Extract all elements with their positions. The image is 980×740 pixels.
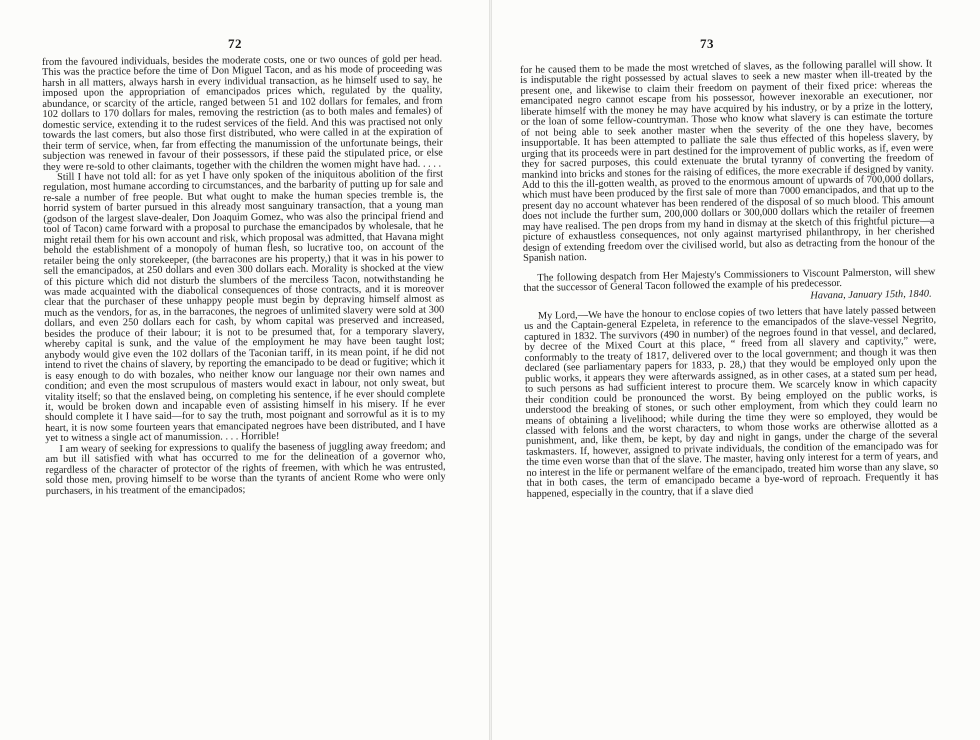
paragraph: from the favoured individuals, besides the moderate costs, one or two ounces of gold per head. This was the practice before the time of Don Miguel Tacon, and as his mode of proceeding was harsh in all matters, always harsh in every individual transaction, as he himself used to say, he imposed upon the appropriation of emancipados prices which, regulated by the quality, abundance, or scarcity of the article, ranged between 51 and 102 dollars for females, and from 102 dollars to 170 dollars for males, removing the restriction (as to both males and females) of domestic service, extending it to the rudest services of the field. And this was practised not only towards the last comers, but also those first distributed, who were called in at the expiration of their term of service, when, far from effecting the manumission of the unfortunate beings, their subjection was renewed in favour of their possessors, if these paid the stipulated price, or else they were re-sold to other claimants, together with the children the women might have had. . . . . <box>41 53 443 173</box>
paragraph: I am weary of seeking for expressions to qualify the baseness of juggling away freedom; and am but ill satisfied with what has occurred to me for the delineation of a governor who, regardless of the character of protector of the rights of freemen, with which he was entrusted, sold those men, proving himself to be worse than the tyrants of ancient Rome who were only purchasers, in his treatment of the emancipados; <box>45 440 446 497</box>
text-column <box>42 55 446 498</box>
paragraph: The following despatch from Her Majesty's Commissioners to Viscount Palmerston, will shew that the successor of General Tacon followed the example of his predecessor. <box>523 266 936 295</box>
text-column <box>520 60 939 501</box>
paragraph: My Lord,—We have the honour to enclose copies of two letters that have lately passed between us and the Captain-general Ezpeleta, in reference to the emancipados of the slave-vessel Negrito, captured in 1832. The survivors (490 in number) of the negroes found in that vessel, and declared, by decree of the Mixed Court at this place, “ freed from all slavery and captivity,” were, conformably to the treaty of 1817, delivered over to the local government; and though it was then declared (see parliamentary papers for 1833, p. 28,) that they would be employed only upon the public works, it appears they were afterwards assigned, as in other cases, at a stated sum per head, to such persons as had sufficient interest to procure them. We scarcely know in which capacity their condition could be pronounced the worst. By being employed on the public works, is understood the breaking of stones, or such other employment, from which they could learn no means of obtaining a livelihood; while during the time they were so employed, they would be classed with felons and the worst characters, to whom those works are otherwise allotted as a punishment, and, like them, be kept, by day and night in gangs, under the charge of the several taskmasters. If, however, assigned to private individuals, the condition of the emancipado was for the time even worse than that of the slave. The master, having only interest for a term of years, and no interest in the life or permanent welfare of the emancipado, treated him worse than any slave, so that in both cases, the term of emancipado became a bye-word of reproach. Frequently it has happened, especially in the country, that if a slave died <box>524 304 939 500</box>
paragraph: Still I have not told all: for as yet I have only spoken of the iniquitous abolition of the first regulation, most humane according to circumstances, and the barbarity of putting up for sale and re-sale a number of free people. But what ought to make the human species tremble is, the horrid system of barter pursued in this already most sanguinary transaction, that a young man (godson of the largest slave-dealer, Don Joaquim Gomez, who was also the principal friend and tool of Tacon) came forward with a proposal to purchase the emancipados by wholesale, that he might retail them for his own account and risk, which proposal was admitted, that Havana might behold the establishment of a monopoly of human flesh, so lucrative too, on account of the retailer being the only storekeeper, (the barracones are his property,) that it was in his power to sell the emancipados, at 250 dollars and even 300 dollars each. Morality is shocked at the view of this picture which did not disturb the slumbers of the merciless Tacon, notwithstanding he was made acquainted with the diabolical consequences of those contracts, and it is moreover clear that the purchaser of these unhappy people must begin by depraving himself almost as much as the vendors, for as, in the barracones, the negroes of unlimited slavery were sold at 300 dollars, and even 250 dollars each for cash, by whom capital was preserved and increased, besides the produce of their labour; it is not to be presumed that, for a temporary slavery, whereby capital is sunk, and the value of the employment he may have been taught lost; anybody would give even the 102 dollars of the Taconian tariff, in its mean point, if he did not intend to rivet the chains of slavery, by reporting the emancipado to be dead or fugitive; which it is easy enough to do with bozales, who neither know our language nor their own names and condition; and even the most scrupulous of masters would exact in labour, not only sweat, but vitality itself; so that the enslaved being, on completing his sentence, if he ever should complete it, would be broken down and incapable even of assisting himself in his misery. If he ever should complete it I have said—for to say the truth, most poignant and sorrowful as it is to my heart, it is now some fourteen years that emancipated negroes have been distributed, and I have yet to witness a single act of manumission. . . . Horrible! <box>43 168 446 445</box>
left-page <box>0 0 489 740</box>
dateline: Havana, January 15th, 1840. <box>810 288 932 301</box>
page-number: 72 <box>228 36 242 51</box>
page-number: 73 <box>700 36 714 51</box>
right-page <box>492 0 980 740</box>
paragraph: for he caused them to be made the most wretched of slaves, as the following parallel will show. It is indisputable the right possessed by actual slaves to seek a new master when ill-treated by the present one, and likewise to claim their freedom on payment of their fixed price: whereas the emancipated negro cannot escape from his possessor, however inexorable an executioner, nor liberate himself with the money he may have acquired by his industry, or by a prize in the lottery, or the loan of some fellow-countryman. Those who know what slavery is can estimate the torture of not being able to seek another master when the severity of the one they have, becomes insupportable. It has been attempted to palliate the sale thus effected of this hopeless slavery, by urging that its proceeds were in part destined for the improvement of public works, as if, even were they for sacred purposes, this could extenuate the brutal tyranny of converting the freedom of mankind into bricks and stones for the raising of edifices, the more execrable if designed by vanity. Add to this the ill-gotten wealth, as proved to the enormous amount of upwards of 700,000 dollars, which must have been produced by the first sale of more than 7000 emancipados, and that up to the present day no account whatever has been rendered of the disposal of so much blood. This amount does not include the further sum, 200,000 dollars or 300,000 dollars which the retailer of freemen may have realised. The pen drops from my hand in dismay at the sketch of this frightful picture—a picture of exhaustless consequences, not only against martyrised philanthropy, in her cherished design of extending freedom over the civilised world, but also as detracting from the honour of the Spanish nation. <box>519 58 935 265</box>
